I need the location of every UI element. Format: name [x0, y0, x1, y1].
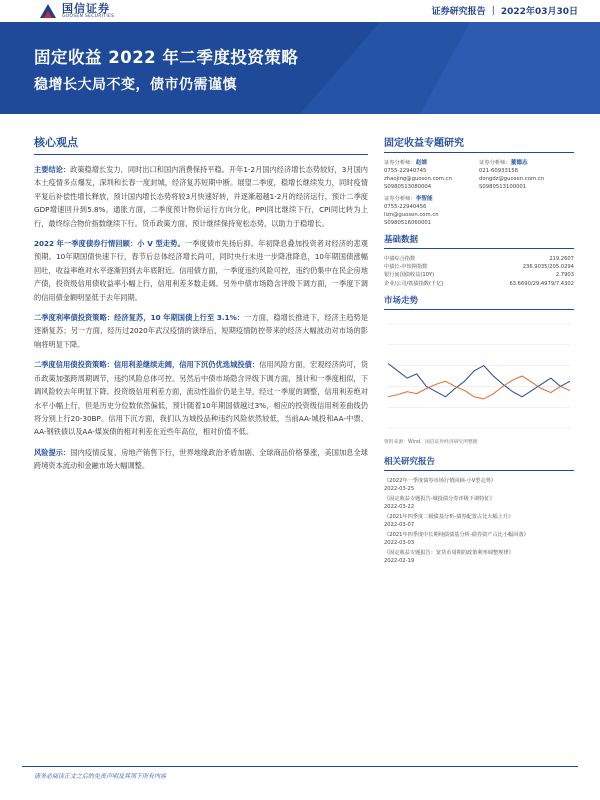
analyst-cert: S0980513100001 [479, 184, 527, 190]
related-heading: 相关研究报告 [384, 456, 436, 467]
team-heading: 固定收益专题研究 [384, 138, 464, 149]
related-report-link[interactable]: 《固定收益专题报告-城投债分券评级下调特征》 [384, 495, 495, 502]
sidebar [384, 134, 574, 567]
paragraph-rate-strategy [34, 311, 368, 351]
basic-data-row [384, 263, 574, 271]
chart-series-line-2 [388, 376, 570, 399]
market-trend-heading: 市场走势 [384, 295, 419, 306]
paragraph-keyword: 二季度利率债投资策略：经济复苏，10 年期国债上行至 3.1%： [34, 313, 245, 323]
basic-data-row [384, 280, 574, 288]
paragraph-keyword: 2022 年一季度债券行情回顾：小 V 型走势。 [34, 239, 185, 249]
paragraph-risk-warning [34, 446, 368, 473]
core-viewpoints [34, 134, 368, 480]
paragraph-q1-review [34, 237, 368, 304]
analyst-role: 证券分析师： [384, 160, 416, 166]
basic-data-row [384, 271, 574, 279]
basic-data-row [384, 255, 574, 263]
footer-disclaimer[interactable]: 请务必阅读正文之后的免责声明及其项下所有内容 [34, 773, 167, 780]
analyst-card [479, 159, 574, 191]
related-report-date: 2022-03-25 [384, 485, 415, 492]
related-report-link[interactable]: 《2021年四季度二级债基分析-债券配置占比大幅上升》 [384, 513, 514, 520]
market-trend-svg [384, 316, 574, 436]
paragraph-keyword: 主要结论： [34, 165, 71, 174]
title-banner [0, 22, 600, 114]
report-title: 固定收益 2022 年二季度投资策略 [34, 48, 299, 67]
paragraph-text: 国内疫情反复、房地产销售下行，世界地缘政治矛盾加剧、全球商品价格暴涨，美国加息全球跨境资本流动和金融市场大幅调整。 [34, 447, 368, 471]
logo-name: 国信证券 [62, 1, 110, 15]
related-report-date: 2022-03-07 [384, 521, 415, 528]
paragraph-text: 一方面，稳增长推进下，经济主趋势是逐渐复苏；另一方面，经历过2020年武汉疫情的演绎后，短期疫情防控带来的经济大幅波动对市场的影响将明显下降。 [34, 313, 368, 349]
chart-lines [388, 363, 570, 398]
analyst-card [384, 195, 479, 227]
divider [34, 154, 368, 155]
basic-data-value: 2.7903 [555, 272, 574, 279]
related-list [384, 477, 574, 565]
basic-data-value: 236.9035/205.0294 [522, 264, 574, 271]
paragraph-keyword: 风险提示： [34, 447, 71, 457]
paragraph-keyword: 二季度信用债投资策略：信用利差继续走阔，信用下沉仍优选城投债： [34, 360, 260, 370]
paragraph-main-conclusion [34, 163, 368, 230]
analyst-name: 董德志 [510, 160, 528, 166]
chart-source: 资料来源：Wind、国信证券经济研究所整理 [384, 439, 478, 445]
chart-grid [388, 324, 570, 428]
analyst-cert: S0980516060001 [384, 220, 432, 226]
divider [384, 309, 574, 310]
related-report-date: 2022-03-22 [384, 503, 415, 510]
basic-data-value: 219.2607 [549, 256, 574, 262]
chart-series-line-1 [388, 363, 570, 396]
divider [384, 248, 574, 249]
basic-data-label: 银行间国债收益(10Y) [384, 272, 435, 279]
basic-data-value: 63.6690/29.4979/7.4302 [509, 280, 574, 287]
report-type-date: 证券研究报告 ｜ 2022年03月30日 [431, 7, 578, 17]
basic-data-table [384, 255, 574, 288]
analyst-phone: 021-60933158 [479, 168, 518, 174]
divider [384, 152, 574, 153]
analyst-role: 证券分析师： [479, 160, 511, 166]
paragraph-text: 信用风险方面，宏观经济尚可，货币政策加强跨周期调节，违约风险总体可控。另然后中债市场隐含评级下调方面，预计和一季度相似，下调风险较去年明显下降。投资级信用利差方面，流动性溢价仍是主导，经过一季度的调整，信用利差绝对水平小幅上行，但是历史分位数依然偏低，预计随着10年期国债越过3%，相应的投资级信用利差曲线仍将分别上行20-30BP。信用下沉方面，我们认为城投品种违约风险依然较低，当前AA-城投和AA-中票、AA-钢铁债以及AA-煤炭债的相对利差在近些年高位，相对价值不低。 [34, 360, 368, 437]
related-report-link[interactable]: 《2022年一季度债券市场行情回顾-小V型走势》 [384, 477, 496, 484]
analyst-cert: S0980513080004 [384, 184, 432, 190]
footer-divider [22, 766, 578, 767]
related-report-link[interactable]: 《2021年四季度中长期纯债债基分析-债券资产占比小幅回落》 [384, 531, 529, 538]
analyst-email[interactable]: dongdz@guosen.com.cn [479, 176, 545, 182]
analyst-name: 李智能 [415, 196, 433, 202]
analyst-email[interactable]: lizn@guosen.com.cn [384, 212, 439, 218]
analyst-role: 证券分析师： [384, 196, 416, 202]
paragraph-text: 政策稳增长发力，同时出口和国内消费保持平稳。开年1-2月国内经济增长态势较好，3月国内本土疫情多点爆发，深圳和长春一度封城，经济复苏短期中断。展望二季度，稳增长继续发力，同时疫情平复后补偿性增长释放，预计国内增长态势将较3月快速好转，并逐渐超越1-2月的经济运行，预计二季度GDP增速回升到5.8%。通胀方面，二季度预计物价运行方向分化，PPI同比继续下行，CPI同比转为上行，最终综合物价指数继续下行。货币政策方面，预计继续保持宽松态势，以助力于稳增长。 [34, 165, 368, 228]
analyst-email[interactable]: zhaojing@guosen.com.cn [384, 176, 452, 182]
basic-data-heading: 基础数据 [384, 235, 419, 245]
basic-data-label: 中债长-中短期指数 [384, 264, 428, 271]
banner-decoration [0, 22, 600, 114]
market-trend-chart [384, 316, 574, 436]
paragraph-text: 一季度债市先扬后抑。年初降息叠加投资者对经济的悲观预期。10年期国债快速下行，春节后总体经济增长尚可，同时央行未进一步降准降息，10年期国债涨幅回吐，收益率绝对水平逐渐回到去年底附近。信用债方面，一季度违约风险可控，违约仍集中在民企房地产债，投资级信用债收益率小幅上行，信用利差多数走阔。另外中债市场隐含评级下调方面，一季度下调的信用债金额明显低于去年同期。 [34, 239, 368, 302]
analyst-name: 赵婧 [415, 160, 427, 166]
core-heading: 核心观点 [34, 136, 78, 149]
logo [38, 0, 114, 22]
logo-english-name: GUOSEN SECURITIES [62, 13, 115, 19]
guosen-logo-icon [38, 2, 58, 20]
related-report-link[interactable]: 《固定收益专题报告：宽货币周期的政策利率调整规律》 [384, 549, 514, 556]
analyst-phone: 0755-22940456 [384, 204, 427, 210]
analyst-card [384, 159, 479, 191]
top-bar [0, 0, 600, 22]
report-subtitle: 稳增长大局不变，债市仍需谨慎 [34, 77, 237, 93]
related-report-date: 2022-03-03 [384, 539, 415, 546]
divider [384, 470, 574, 471]
analyst-list [384, 159, 574, 231]
related-report-date: 2022-02-19 [384, 557, 415, 564]
paragraph-credit-strategy [34, 358, 368, 438]
analyst-phone: 0755-22940745 [384, 168, 427, 174]
basic-data-label: 企业/公司/铁债指数(千亿) [384, 280, 444, 287]
basic-data-label: 中债综合指数 [384, 256, 416, 262]
